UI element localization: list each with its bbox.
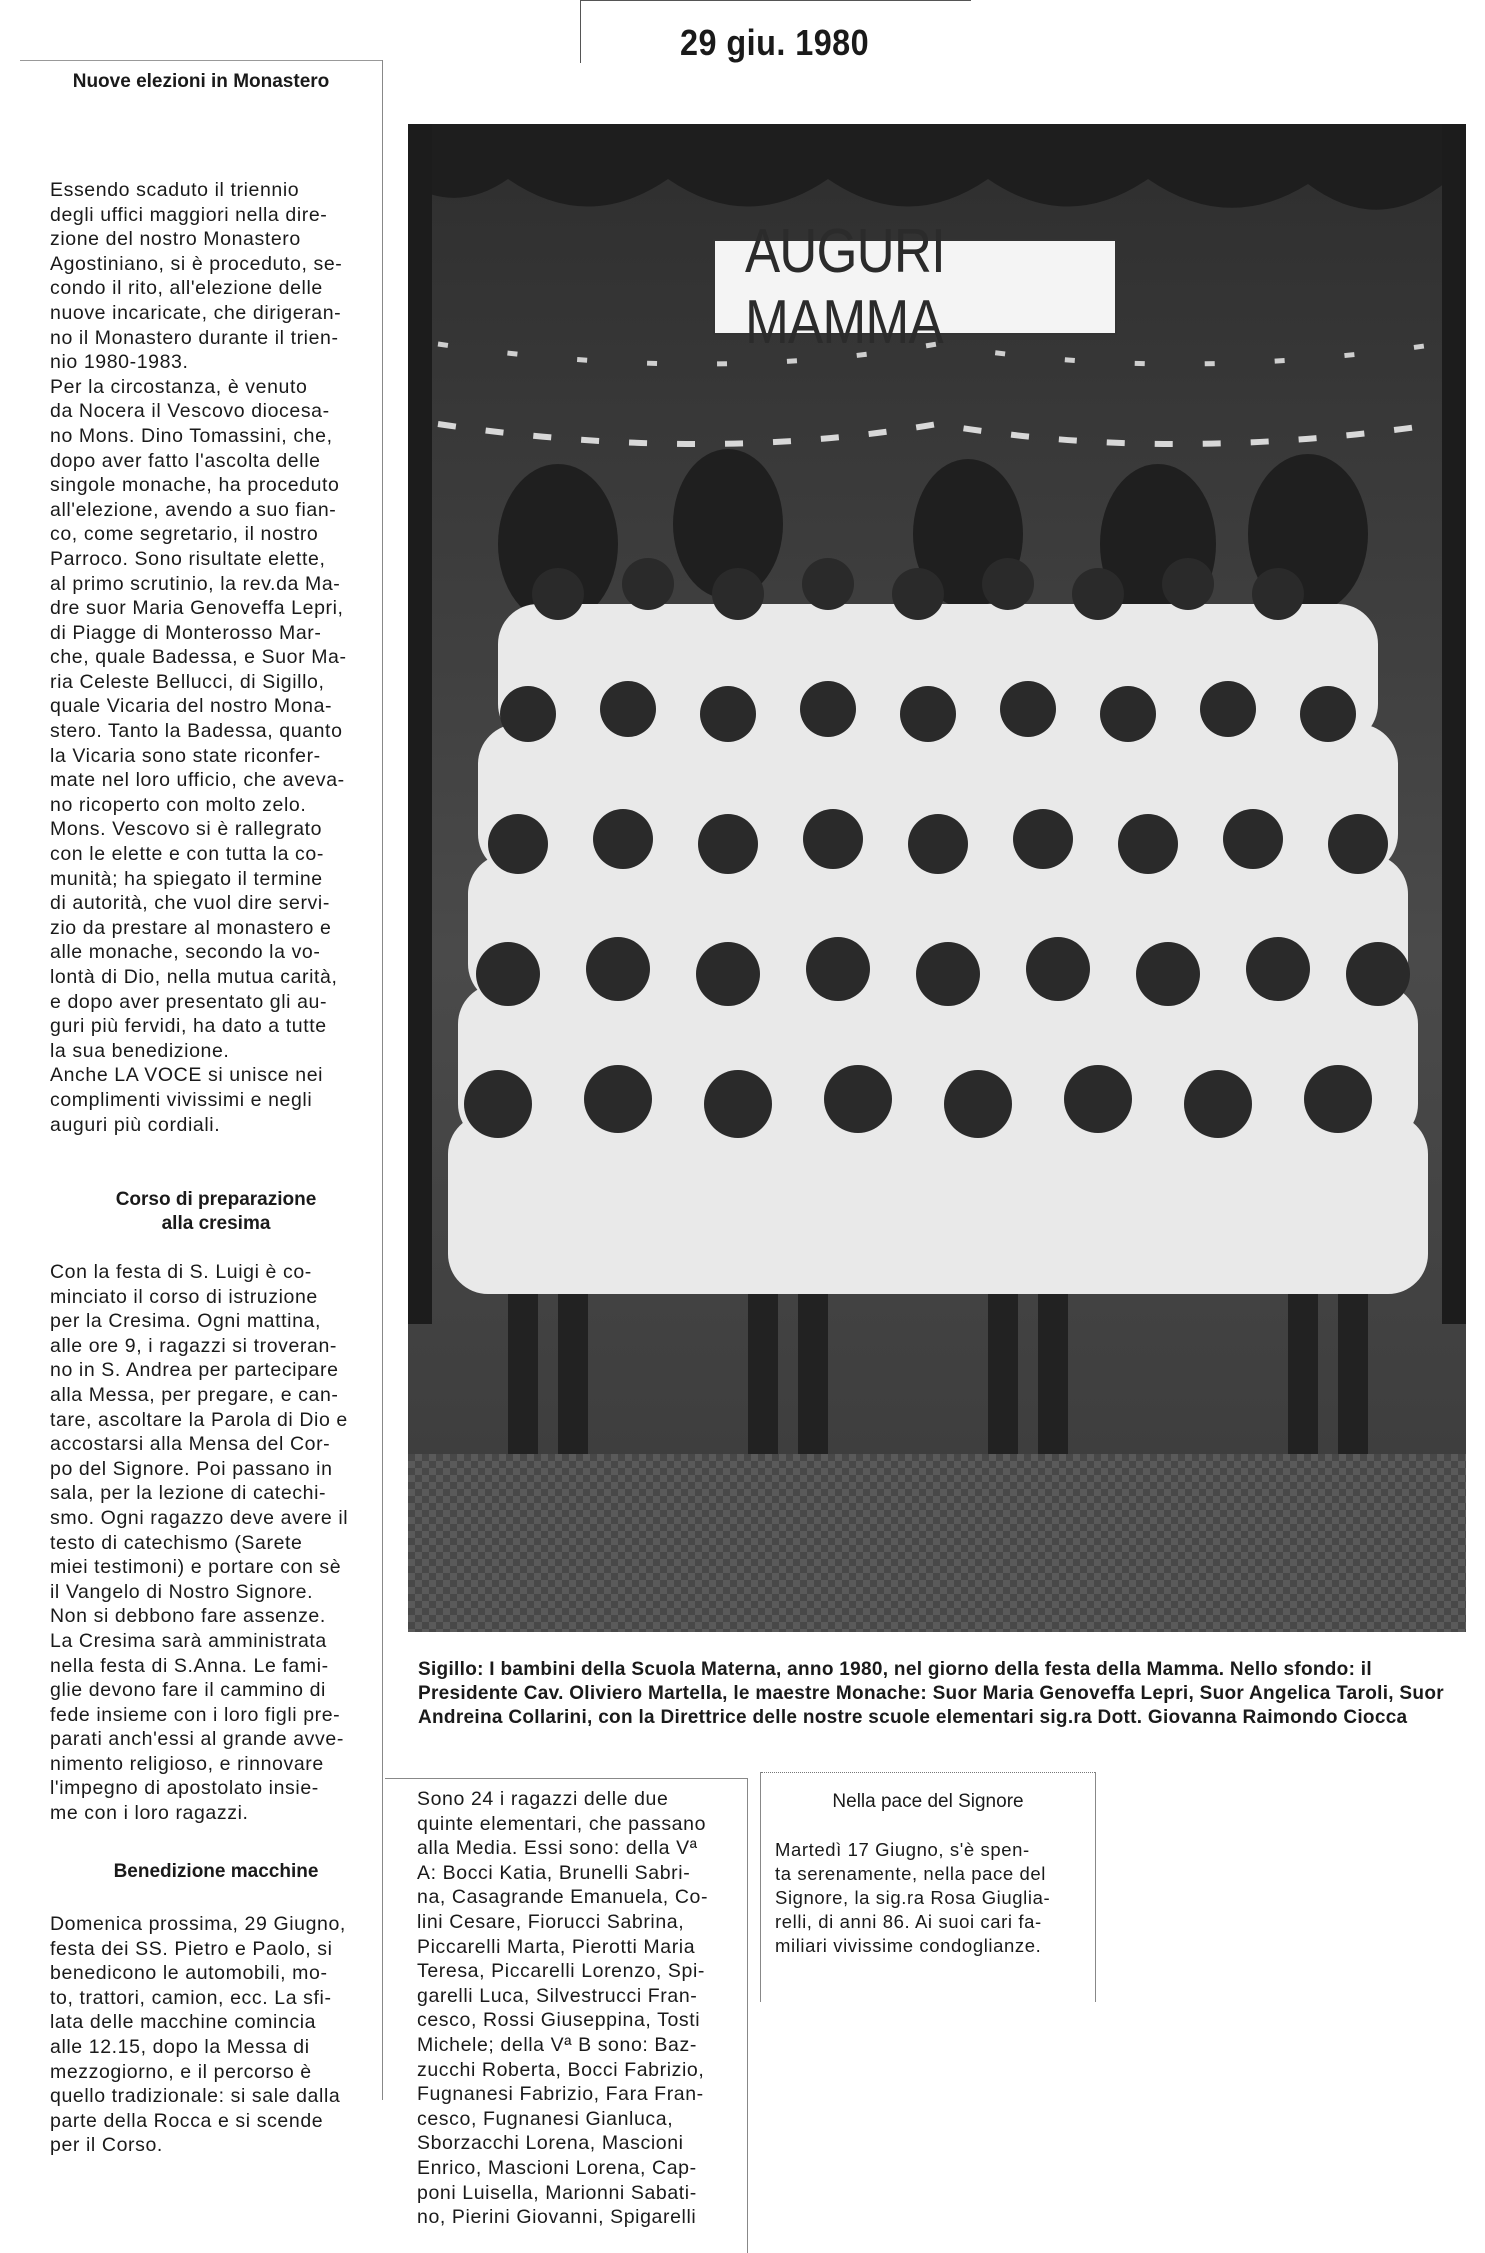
article-title-cresima: Corso di preparazione alla cresima [115,1189,317,1234]
article-body-cresima: Con la festa di S. Luigi è co- minciato il corso di istruzione per la Cresima. Ogni mattina, alle ore 9, i ragazzi si troveran- no in S. Andrea per partecipare alla Messa, per pregare, e can- tare, ascoltare la Parola di Dio e accostarsi alla Mensa del Cor- po del Signore. Poi passano in sala, per la lezione di catechi- smo. Ogni ragazzo deve avere il testo di catechismo (Sarete miei testimoni) e portare con sè il Vangelo di Nostro Signore. Non si debbono fare assenze. La Cresima sarà amministrata nella festa di S.Anna. Le fami- glie devono fare il cammino di fede insieme con i loro figli pre- parati anch'essi al grande avve- nimento religioso, e rinnovare l'impegno di apostolato insie- me con i loro ragazzi. [50,1261,349,1825]
article-body-quinte: Sono 24 i ragazzi delle due quinte elementari, che passano alla Media. Essi sono: della Vª A: Bocci Katia, Brunelli Sabri- na, Casagrande Emanuela, Co- lini Cesare, Fiorucci Sabrina, Piccarelli Marta, Pierotti Maria Teresa, Piccarelli Lorenzo, Spi- garelli Luca, Silvestrucci Fran- cesco, Rossi Giuseppina, Tosti Michele; della Vª B sono: Baz- zucchi Roberta, Bocci Fabrizio, Fugnanesi Fabrizio, Fara Fran- cesco, Fugnanesi Gianluca, Sborzacchi Lorena, Mascioni Enrico, Mascioni Lorena, Cap- poni Luisella, Marionni Sabati- no, Pierini Giovanni, Spigarelli [417,1788,709,2229]
article-body-benedizione: Domenica prossima, 29 Giugno, festa dei SS. Pietro e Paolo, si benedicono le automobili, mo- to, trattori, camion, ecc. La sfi- lata delle macchine comincia alle 12.15, dopo la Messa di mezzogiorno, e il percorso è quello tradizionale: si sale dalla parte della Rocca e si scende per il Corso. [50,1913,346,2157]
auguri-banner [713,217,1117,357]
article-title-elezioni: Nuove elezioni in Monastero [72,71,330,92]
class-photo [408,124,1466,1632]
article-title-benedizione: Benedizione macchine [113,1861,319,1882]
clipping-date: 29 giu. 1980 [680,22,870,63]
banner-text: AUGURI MAMMA [745,217,945,357]
article-body-elezioni: Essendo scaduto il triennio degli uffici maggiori nella dire- zione del nostro Monastero Agostiniano, si è proceduto, se- condo il rito, all'elezione delle nuove incaricate, che dirigeran- no il Monastero durante il trien- nio 1980-1983. Per la circostanza, è venuto da Nocera il Vescovo diocesa- no Mons. Dino Tomassini, che, dopo aver fatto l'ascolta delle singole monache, ha proceduto all'elezione, avendo a suo fian- co, come segretario, il nostro Parroco. Sono risultate elette, al primo scrutinio, la rev.da Ma- dre suor Maria Genoveffa Lepri, di Piagge di Monterosso Mar- che, quale Badessa, e Suor Ma- ria Celeste Bellucci, di Sigillo, quale Vicaria del nostro Mona- stero. Tanto la Badessa, quanto la Vicaria sono state riconfer- mate nel loro ufficio, che aveva- no ricoperto con molto zelo. Mons. Vescovo si è rallegrato con le elette e con tutta la co- munità; ha spiegato il termine di autorità, che vuol dire servi- zio da prestare al monastero e alle monache, secondo la vo- lontà di Dio, nella mutua carità, e dopo aver presentato gli au- guri più fervidi, ha dato a tutte la sua benedizione. Anche LA VOCE si unisce nei complimenti vivissimi e negli auguri più cordiali. [50,179,347,1136]
left-column [20,60,383,2157]
column-top-rule [20,60,382,61]
right-column [760,1772,1096,2002]
column-top-rule [761,1772,1095,1773]
middle-column [385,1778,748,2253]
article-body-pace: Martedì 17 Giugno, s'è spen- ta serenamente, nella pace del Signore, la sig.ra Rosa Giuglia- relli, di anni 86. Ai suoi cari fa- miliari vivissime condoglianze. [775,1839,1051,1956]
photo-caption: Sigillo: I bambini della Scuola Materna, anno 1980, nel giorno della festa della Mamma. Nello sfondo: il Presidente Cav. Oliviero Martella, le maestre Monache: Suor Maria Genoveffa Lepri, Suor Angelica Taroli, Suor Andreina Collarini, con la Direttrice delle nostre scuole elementari sig.ra Dott. Giovanna Raimondo Ciocca [418,1659,1444,1728]
article-title-pace: Nella pace del Signore [832,1791,1024,1812]
